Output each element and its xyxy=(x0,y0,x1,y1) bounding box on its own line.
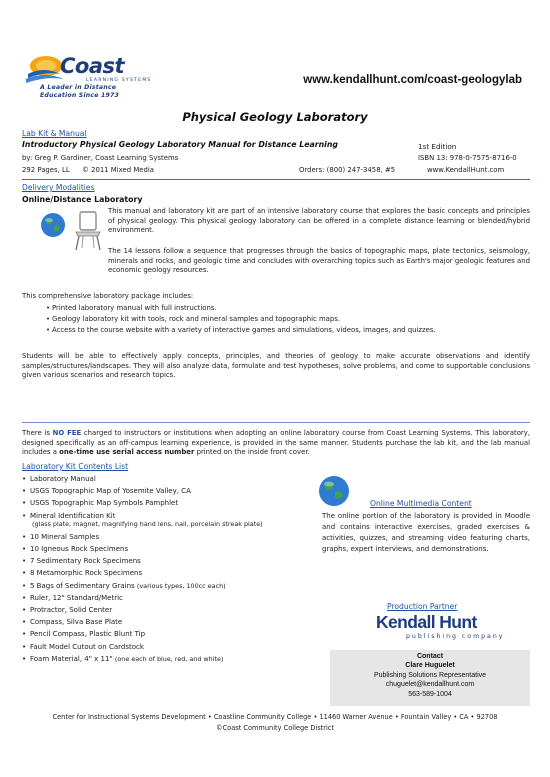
contact-role: Publishing Solutions Representative xyxy=(373,671,487,679)
lessons-paragraph: The 14 lessons follow a sequence that progresses through the basics of topographic maps, plate tectonics, seismology, minerals and rocks, and geologic time and concludes with overarching topics such as Earth's major geologic features and economic geology resources. xyxy=(108,247,530,275)
serial-emphasis: one-time use serial access number xyxy=(59,448,195,457)
kit-list xyxy=(22,473,322,665)
divider xyxy=(22,422,530,423)
chair-icon xyxy=(70,208,106,252)
list-item: • USGS Topographic Map Symbols Pamphlet xyxy=(22,497,322,509)
list-item: • Ruler, 12" Standard/Metric xyxy=(22,592,322,604)
divider xyxy=(22,179,530,180)
list-item: • Printed laboratory manual with full instructions. xyxy=(22,303,530,314)
multimedia-paragraph: The online portion of the laboratory is provided in Moodle and contains interactive exercises, graded exercises & activities, quizzes, and streaming video featuring charts, graphs, expert interviews, and demonstrations. xyxy=(322,512,530,553)
globe-icon xyxy=(318,475,350,507)
list-item: • USGS Topographic Map of Yosemite Valley, CA xyxy=(22,485,322,497)
list-item: • Protractor, Solid Center xyxy=(22,604,322,616)
fee-text: There is xyxy=(22,429,53,437)
kendallhunt-site[interactable]: www.KendallHunt.com xyxy=(427,166,505,174)
fee-text: charged to instructors or institutions when adopting an online laboratory course from Coast Learning Systems. This laboratory, designed specifically as an off-campus learning experience, is provided in the same manner. Students purchase the lab kit, and the lab manual includes a xyxy=(22,429,531,457)
list-item: • 10 Igneous Rock Specimens xyxy=(22,543,322,555)
book-title: Introductory Physical Geology Laboratory Manual for Distance Learning xyxy=(22,140,338,149)
intro-paragraph: This manual and laboratory kit are part of an intensive laboratory course that explores the basic concepts and principles of physical geology. This physical geology laboratory can be offered in a complete distance learning or blended/hybrid environment. xyxy=(108,207,530,235)
contact-box xyxy=(330,650,530,706)
site-url[interactable]: www.kendallhunt.com/coast-geologylab xyxy=(303,74,522,86)
contact-phone: 563-589-1004 xyxy=(408,690,452,698)
contact-name: Clare Huguelet xyxy=(405,662,455,670)
logo-tagline: Education Since 1973 xyxy=(40,92,120,99)
isbn: ISBN 13: 978-0-7575-8716-0 xyxy=(418,154,517,162)
list-item: • Pencil Compass, Plastic Blunt Tip xyxy=(22,628,322,640)
page-count: 292 Pages, LL xyxy=(22,166,70,174)
edition: 1st Edition xyxy=(418,142,457,151)
footer-address: Center for Instructional Systems Development • Coastline Community College • 11460 Warner Avenue • Fountain Valley • CA • 92708 xyxy=(52,713,498,721)
list-item: • 8 Metamorphic Rock Specimens xyxy=(22,567,322,579)
package-intro: This comprehensive laboratory package includes: xyxy=(22,292,194,300)
copyright: © 2011 Mixed Media xyxy=(82,166,155,174)
kendallhunt-logo-subtitle: publishing company xyxy=(406,633,505,640)
list-item: • 5 Bags of Sedimentary Grains (various types, 100cc each) xyxy=(22,580,322,592)
list-item: • Access to the course website with a variety of interactive games and simulations, videos, images, and quizzes. xyxy=(22,325,530,336)
contact-heading: Contact xyxy=(416,653,444,660)
list-item-note: (glass plate, magnet, magnifying hand lens, nail, porcelain streak plate) xyxy=(32,519,263,528)
kit-heading[interactable]: Laboratory Kit Contents List xyxy=(22,462,129,471)
no-fee-emphasis: NO FEE xyxy=(52,429,82,437)
fee-paragraph xyxy=(22,429,530,458)
students-paragraph: Students will be able to effectively apply concepts, principles, and theories of geology to make accurate observations and identify samples/structures/landscapes. They will also analyze data, formulate and test hypotheses, solve problems, and come to supportable conclusions given various scenarios and research topics. xyxy=(22,352,530,380)
list-item: • Mineral Identification Kit xyxy=(22,510,322,522)
list-item: • 7 Sedimentary Rock Specimens xyxy=(22,555,322,567)
package-list xyxy=(22,303,530,336)
fee-text: printed on the inside front cover. xyxy=(194,448,310,457)
logo-wordmark: Coast xyxy=(60,54,125,78)
list-item: • Geology laboratory kit with tools, rock and mineral samples and topographic maps. xyxy=(22,314,530,325)
multimedia-heading[interactable]: Online Multimedia Content xyxy=(370,499,472,508)
contact-email[interactable]: chuguelet@kendallhunt.com xyxy=(385,681,475,689)
delivery-heading[interactable]: Delivery Modalities xyxy=(22,183,95,192)
globe-icon xyxy=(40,212,66,238)
partner-heading[interactable]: Production Partner xyxy=(387,602,458,611)
list-item: • Compass, Silva Base Plate xyxy=(22,616,322,628)
page-title: Physical Geology Laboratory xyxy=(182,110,368,124)
by-line: by: Greg P. Gardiner, Coast Learning Systems xyxy=(22,154,179,162)
logo-tagline: A Leader in Distance xyxy=(40,84,117,91)
lab-kit-heading[interactable]: Lab Kit & Manual xyxy=(22,129,87,138)
list-item: • Fault Model Cutout on Cardstock xyxy=(22,641,322,653)
list-item: • Laboratory Manual xyxy=(22,473,322,485)
orders-phone: Orders: (800) 247-3458, #5 xyxy=(299,166,396,174)
online-heading: Online/Distance Laboratory xyxy=(22,195,143,204)
footer-copyright: ©Coast Community College District xyxy=(215,724,335,732)
list-item: • Foam Material, 4" x 11" (one each of blue, red, and white) xyxy=(22,653,322,665)
kendallhunt-logo: Kendall Hunt xyxy=(376,612,477,632)
list-item: • 10 Mineral Samples xyxy=(22,531,322,543)
logo-subtitle: LEARNING SYSTEMS xyxy=(86,78,152,83)
